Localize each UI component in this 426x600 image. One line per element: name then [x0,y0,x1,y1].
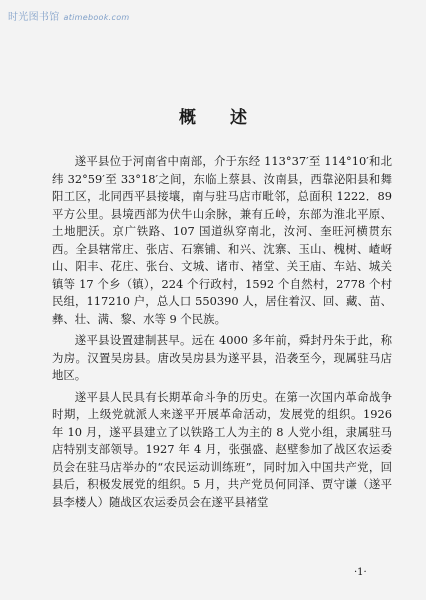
watermark-name: 时光图书馆 [8,12,60,23]
body-text [52,153,392,511]
page-title: 概 述 [179,108,261,128]
paragraph: 遂平县人民具有长期革命斗争的历史。在第一次国内革命战争时期，上级党就派人来遂平开展革命活动，发展党的组织。1926 年 10 月，遂平县建立了以铁路工人为主的 8 人党小组，隶属驻马店特别支部领导。1927 年 4 月，张强盛、赵壁参加了战区农运委员会在驻马店举办的“农民运动训练班”，同时加入中国共产党，回县后，积极发展党的组织。5 月，共产党员何同泽、贾守谦（遂平县李楼人）随战区农运委员会在遂平县褚堂 [52,389,392,509]
watermark [8,8,130,23]
page-number: ·1· [354,567,367,578]
watermark-url: atimebook.com [63,13,130,22]
paragraph: 遂平县设置建制甚早。远在 4000 多年前，舜封丹朱于此，称为房。汉置吴房县。唐改吴房县为遂平县，沿袭至今，现属驻马店地区。 [52,333,392,382]
paragraph: 遂平县位于河南省中南部，介于东经 113°37′至 114°10′和北纬 32°59′至 33°18′之间，东临上蔡县、汝南县，西靠泌阳县和舞阳工区，北同西平县接壤，南与驻马店市毗邻，总面积 1222．89 平方公里。县境西部为伏牛山余脉，兼有丘岭，东部为淮北平原、土地肥沃。京广铁路、107 国道纵穿南北，汝河、奎旺河横贯东西。全县辖常庄、张店、石寨铺、和兴、沈寨、玉山、槐树、嵖岈山、阳丰、花庄、张台、文城、诸市、褚堂、关王庙、车站、城关镇等 17 个乡（镇），224 个行政村，1592 个自然村，2778 个村民组，117210 户，总人口 550390 人，居住着汉、回、藏、苗、彝、壮、满、黎、水等 9 个民族。 [52,154,392,326]
